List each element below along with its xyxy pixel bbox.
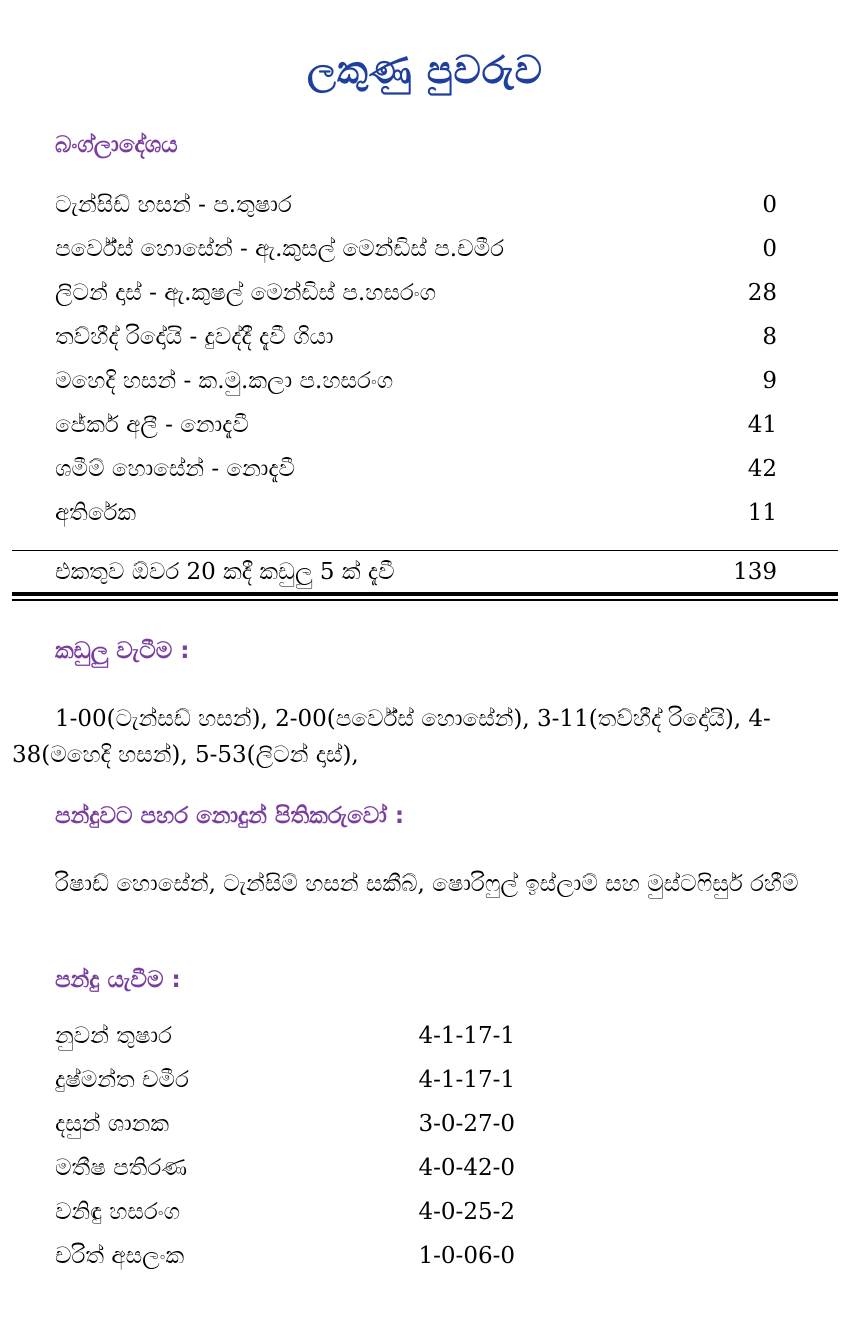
- page-title: ලකුණු පුවරුව: [307, 48, 543, 92]
- bowler-name: වනිඳු හසරංග: [55, 1199, 181, 1225]
- batting-row: [55, 273, 777, 313]
- did-not-bat-text: රිෂාඩ් හොසේන්, ටැන්සිම් හසන් සකීබ්, ෂොරිෆුල් ඉස්ලාම් සහ මුස්ටෆිසුර් රහීම්: [55, 871, 799, 897]
- divider: [12, 550, 838, 551]
- batting-row: [55, 185, 777, 225]
- did-not-bat-heading: පන්දුවට පහර නොදුන් පිතිකරුවෝ :: [55, 803, 405, 829]
- batter-entry: අතිරේක: [55, 500, 137, 526]
- batting-row: [55, 317, 777, 357]
- batter-entry: තව්හීද් රිදෝයි - දුවද්දී දැවී ගියා: [55, 324, 334, 350]
- bowler-name: චරිත් අසලංක: [55, 1243, 185, 1269]
- team-heading: බංග්ලාදේශය: [55, 132, 178, 158]
- total-row: [55, 552, 777, 592]
- batting-row: [55, 229, 777, 269]
- bowler-figures: 1-0-06-0: [418, 1243, 515, 1269]
- batting-row: [55, 449, 777, 489]
- batter-entry: මහෙදි හසන් - ක.මු.කලා ප.හසරංග: [55, 368, 394, 394]
- batter-runs: 0: [762, 236, 777, 262]
- total-label: එකතුව ඕවර 20 කදී කඩුලු 5 ක් දැවී: [55, 559, 395, 585]
- batter-runs: 28: [747, 280, 777, 306]
- fall-of-wickets-heading: කඩුලු වැටීම :: [55, 638, 190, 664]
- bowler-figures: 4-1-17-1: [418, 1023, 515, 1049]
- bowler-name: මතීෂ පතිරණ: [55, 1155, 188, 1181]
- fall-of-wickets-text: 1-00(ටැන්සඩ් හසන්), 2-00(පර්වේස් හොසේන්), 3-11(තව්හීද් රිදෝයි), 4-38(මහෙදි හසන්), 5-53(ලිටන් දාස්),: [12, 706, 771, 768]
- batter-runs: 11: [747, 500, 777, 526]
- bowling-row: [55, 1016, 515, 1056]
- batter-runs: 0: [762, 192, 777, 218]
- bowling-row: [55, 1148, 515, 1188]
- total-value: 139: [733, 559, 777, 585]
- batter-runs: 42: [747, 456, 777, 482]
- batter-runs: 9: [762, 368, 777, 394]
- bowling-row: [55, 1104, 515, 1144]
- divider: [12, 592, 838, 596]
- bowler-figures: 3-0-27-0: [418, 1111, 515, 1137]
- bowling-heading: පන්දු යැවීම :: [55, 967, 181, 993]
- batter-entry: ජේකර් අලී - නොදැවී: [55, 412, 249, 438]
- batter-runs: 8: [762, 324, 777, 350]
- bowling-row: [55, 1236, 515, 1276]
- batter-runs: 41: [747, 412, 777, 438]
- batter-entry: ටැන්සිඩ් හසන් - ප.තුෂාර: [55, 192, 292, 218]
- bowler-name: නුවන් තුෂාර: [55, 1023, 172, 1049]
- bowler-name: දුෂ්මන්ත චමීර: [55, 1067, 189, 1093]
- bowling-row: [55, 1060, 515, 1100]
- batting-row: [55, 405, 777, 445]
- bowler-figures: 4-0-25-2: [418, 1199, 515, 1225]
- batter-entry: පර්වේස් හොසේන් - ඇ.කුසල් මෙන්ඩිස් ප.චමීර: [55, 236, 505, 262]
- bowler-name: දසුන් ශානක: [55, 1111, 170, 1137]
- bowler-figures: 4-1-17-1: [418, 1067, 515, 1093]
- bowling-row: [55, 1192, 515, 1232]
- bowler-figures: 4-0-42-0: [418, 1155, 515, 1181]
- batting-row: [55, 361, 777, 401]
- batter-entry: ශමීම් හොසේන් - නොදැවී: [55, 456, 296, 482]
- batting-row: [55, 493, 777, 533]
- divider: [12, 599, 838, 601]
- batter-entry: ලිටන් දාස් - ඇ.කුෂල් මෙන්ඩිස් ප.හසරංග: [55, 280, 437, 306]
